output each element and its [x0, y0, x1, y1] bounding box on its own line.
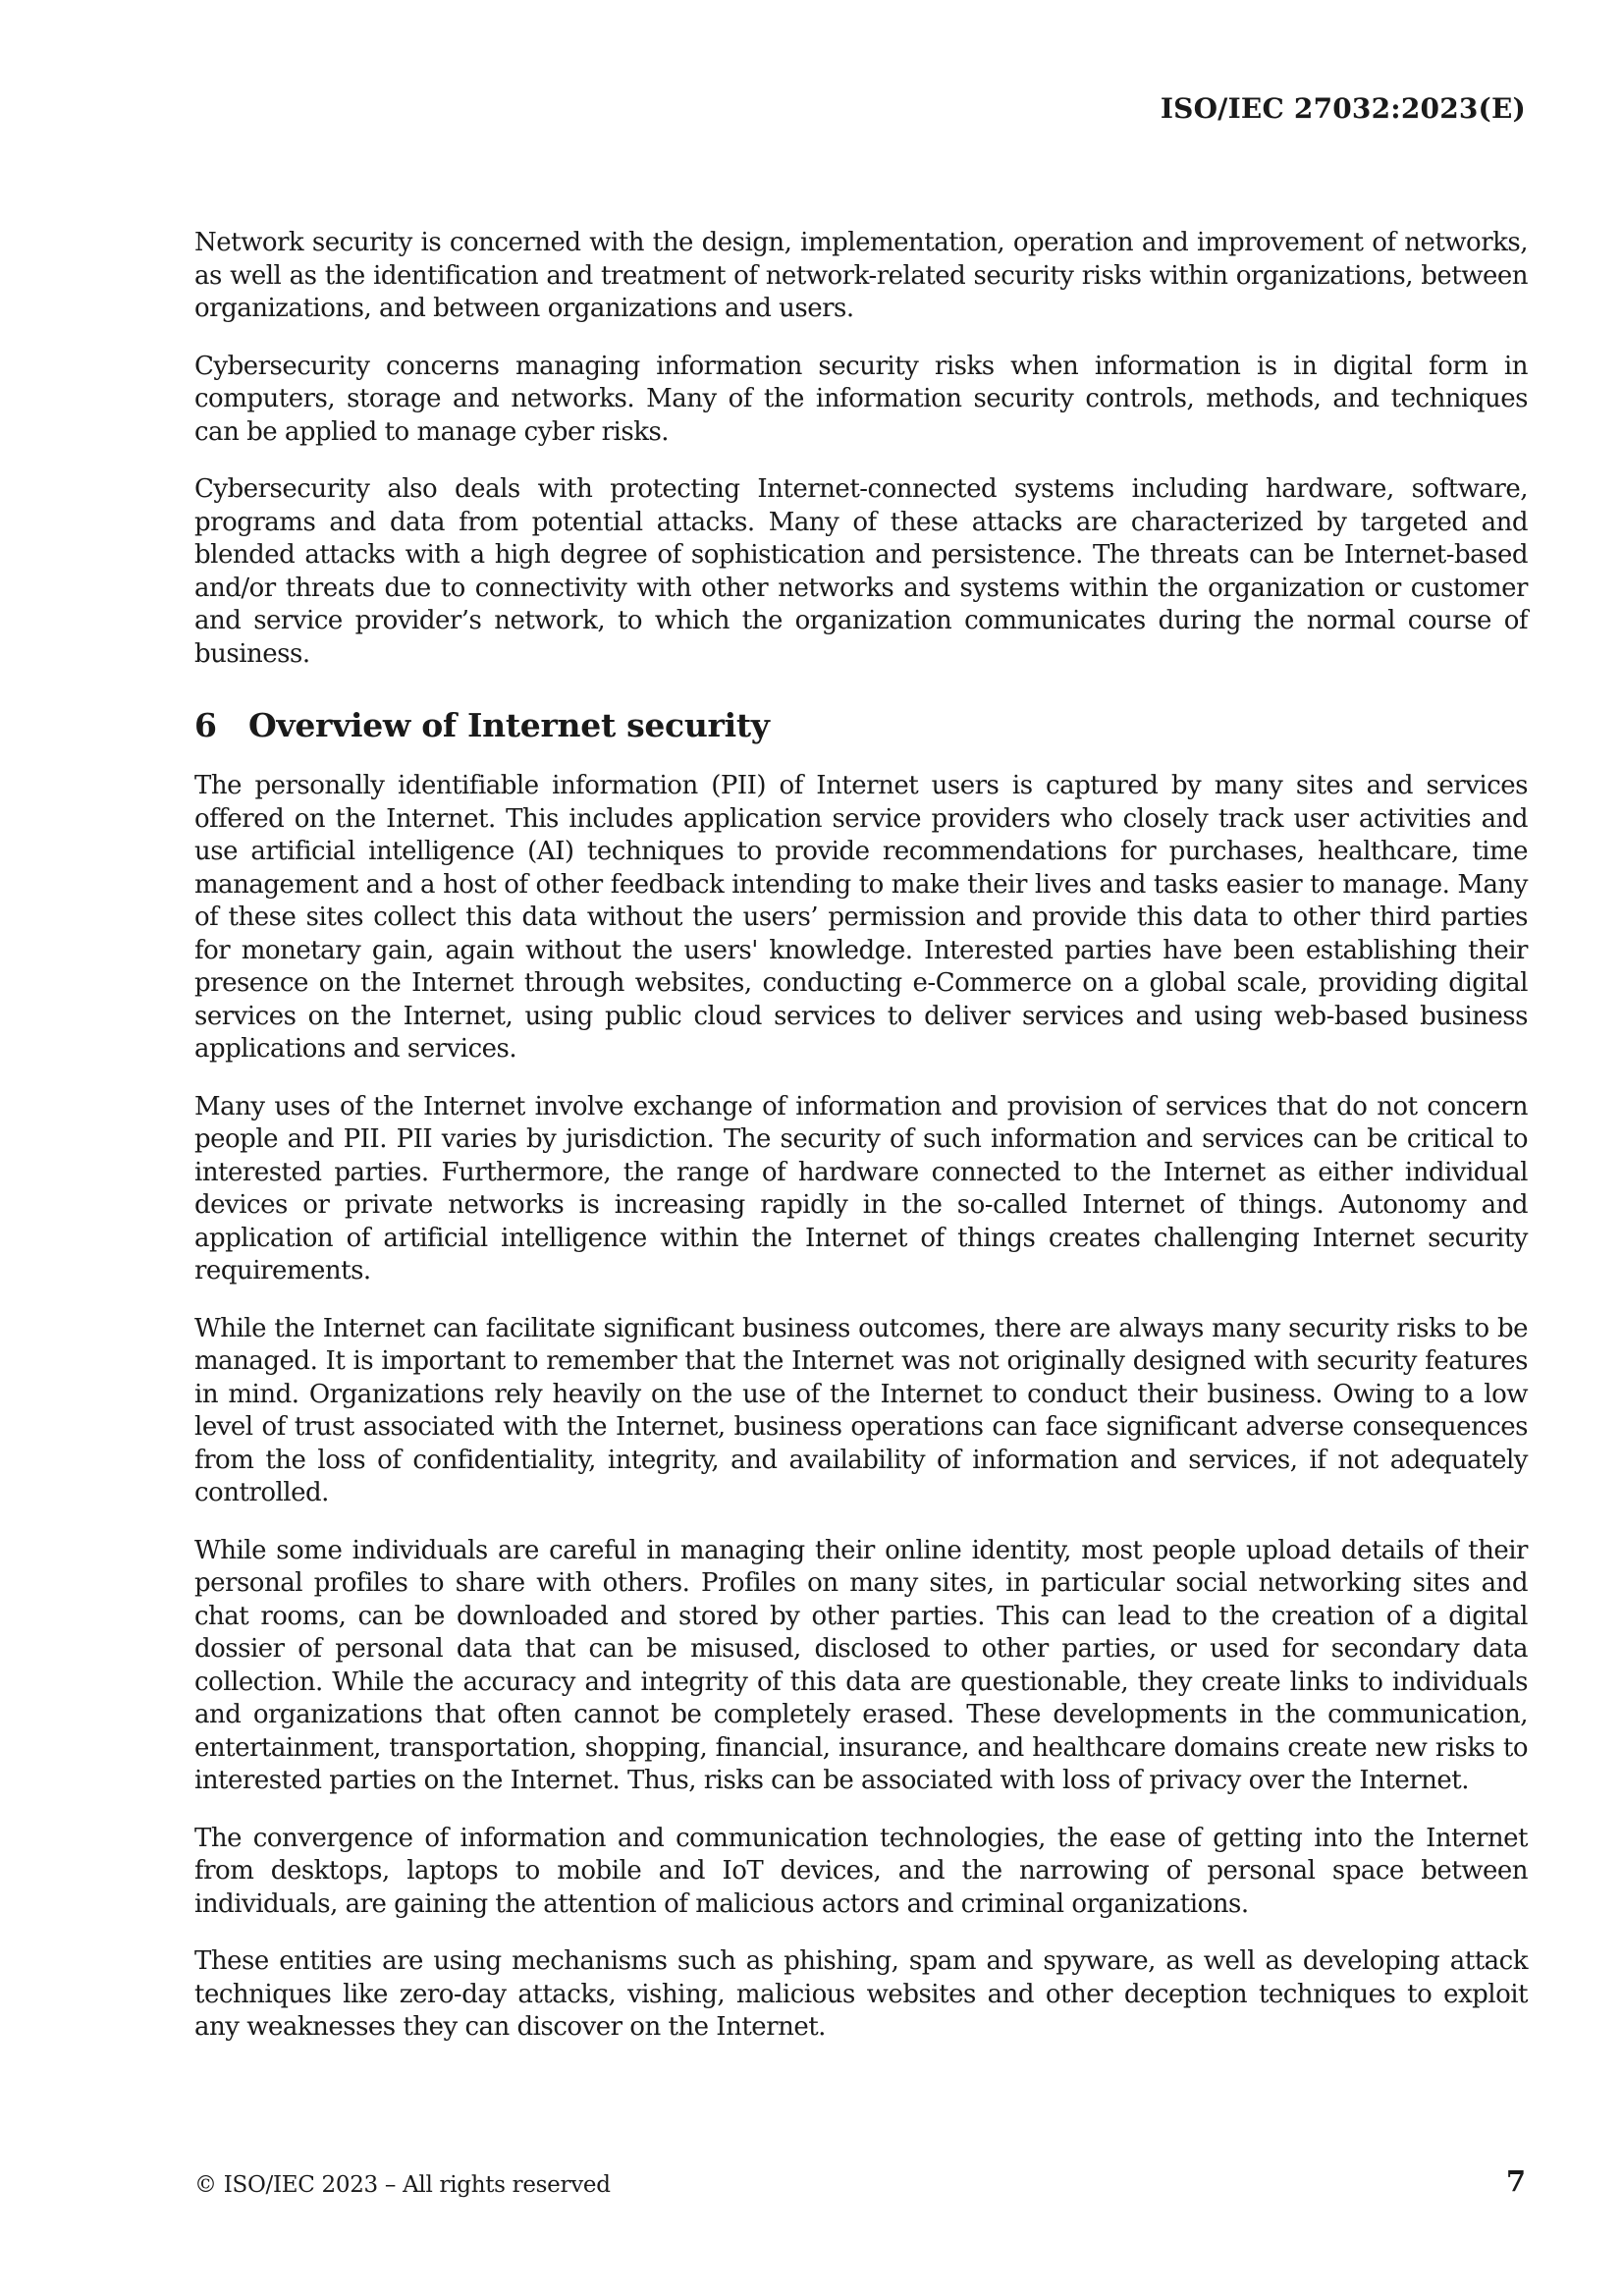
intro-paragraph: Cybersecurity concerns managing information security risks when information is in digital form in computers, storage and networks. Many of the information security controls, methods, and techniques can be applied to manage cyber risks.	[194, 351, 1528, 447]
document-id: ISO/IEC 27032:2023(E)	[1160, 92, 1526, 125]
section-paragraph: The convergence of information and communication technologies, the ease of getting into the Internet from desktops, laptops to mobile and IoT devices, and the narrowing of personal space between individuals, are gaining the attention of malicious actors and criminal organizations.	[194, 1823, 1528, 1919]
section-paragraph: While some individuals are careful in managing their online identity, most people upload details of their personal profiles to share with others. Profiles on many sites, in particular social networking sites and chat rooms, can be downloaded and stored by other parties. This can lead to the creation of a digital dossier of personal data that can be misused, disclosed to other parties, or used for secondary data collection. While the accuracy and integrity of this data are questionable, they create links to individuals and organizations that often cannot be completely erased. These developments in the communication, entertainment, transportation, shopping, financial, insurance, and healthcare domains create new risks to interested parties on the Internet. Thus, risks can be associated with loss of privacy over the Internet.	[194, 1535, 1528, 1795]
page-number: 7	[1505, 2164, 1526, 2198]
section-title: Overview of Internet security	[248, 706, 770, 744]
page-content	[194, 227, 1528, 2069]
section-heading	[194, 706, 1528, 744]
intro-paragraph: Network security is concerned with the design, implementation, operation and improvement of networks, as well as the identification and treatment of network-related security risks within organizations, between organizations, and between organizations and users.	[194, 228, 1528, 323]
section-paragraph: The personally identifiable information (PII) of Internet users is captured by many sites and services offered on the Internet. This includes application service providers who closely track user activities and use artificial intelligence (AI) techniques to provide recommendations for purchases, healthcare, time management and a host of other feedback intending to make their lives and tasks easier to manage. Many of these sites collect this data without the users’ permission and provide this data to other third parties for monetary gain, again without the users' knowledge. Interested parties have been establishing their presence on the Internet through websites, conducting e-Commerce on a global scale, providing digital services on the Internet, using public cloud services to deliver services and using web-based business applications and services.	[194, 771, 1528, 1064]
section-paragraph: Many uses of the Internet involve exchange of information and provision of services that do not concern people and PII. PII varies by jurisdiction. The security of such information and services can be critical to interested parties. Furthermore, the range of hardware connected to the Internet as either individual devices or private networks is increasing rapidly in the so-called Internet of things. Autonomy and application of artificial intelligence within the Internet of things creates challenging Internet security requirements.	[194, 1091, 1528, 1285]
section-paragraph: These entities are using mechanisms such as phishing, spam and spyware, as well as developing attack techniques like zero-day attacks, vishing, malicious websites and other deception techniques to exploit any weaknesses they can discover on the Internet.	[194, 1946, 1528, 2042]
section-number: 6	[194, 706, 217, 744]
copyright-notice: © ISO/IEC 2023 – All rights reserved	[194, 2172, 611, 2198]
intro-paragraph: Cybersecurity also deals with protecting Internet-connected systems including hardware, software, programs and data from potential attacks. Many of these attacks are characterized by targeted and blended attacks with a high degree of sophistication and persistence. The threats can be Internet-based and/or threats due to connectivity with other networks and systems within the organization or customer and service provider’s network, to which the organization communicates during the normal course of business.	[194, 474, 1528, 669]
section-paragraph: While the Internet can facilitate significant business outcomes, there are always many security risks to be managed. It is important to remember that the Internet was not originally designed with security features in mind. Organizations rely heavily on the use of the Internet to conduct their business. Owing to a low level of trust associated with the Internet, business operations can face significant adverse consequences from the loss of confidentiality, integrity, and availability of information and services, if not adequately controlled.	[194, 1313, 1528, 1507]
